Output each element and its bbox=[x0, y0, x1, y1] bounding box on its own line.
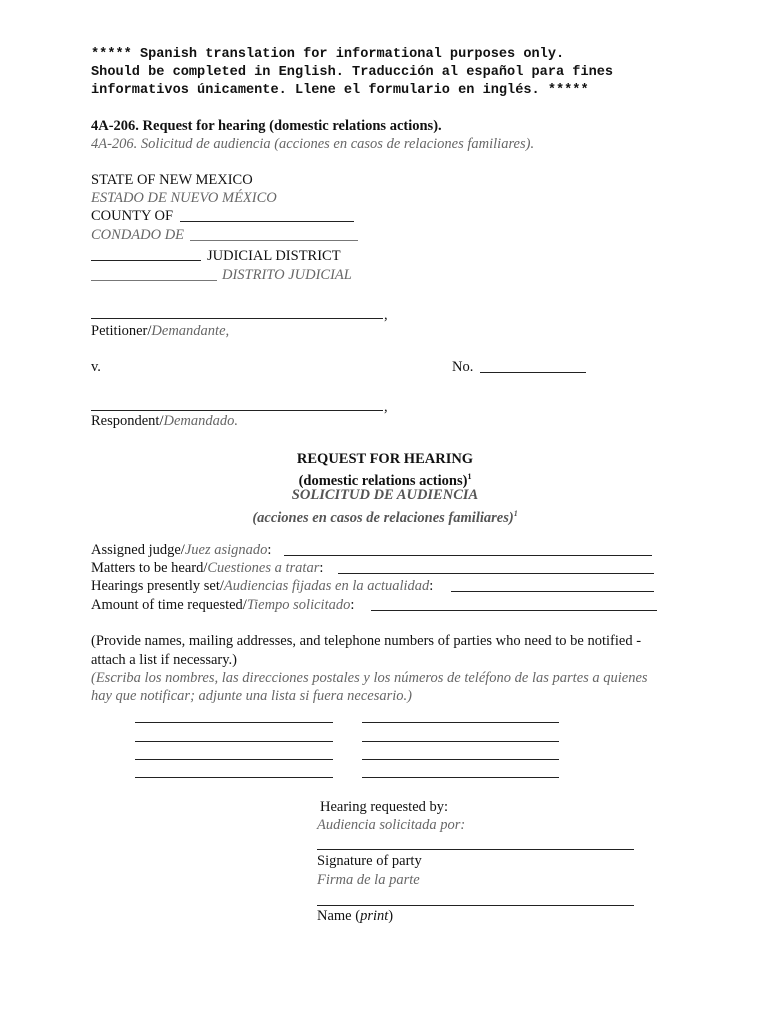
hearings-set-blank[interactable] bbox=[451, 591, 654, 592]
petitioner-comma: , bbox=[384, 307, 388, 323]
field-matters: Matters to be heard/Cuestiones a tratar: bbox=[91, 560, 324, 576]
county-blank[interactable] bbox=[180, 221, 354, 222]
party-blank-right-4[interactable] bbox=[362, 777, 559, 778]
petitioner-label bbox=[91, 322, 229, 340]
case-number-blank[interactable] bbox=[480, 372, 586, 373]
parties-instruction-en-1: (Provide names, mailing addresses, and telephone numbers of parties who need to be notified - bbox=[91, 633, 642, 649]
name-blank[interactable] bbox=[317, 905, 634, 906]
respondent-comma: , bbox=[384, 399, 388, 415]
field-assigned-judge: Assigned judge/Juez asignado: bbox=[91, 542, 272, 558]
notice-line-3: informativos únicamente. Llene el formulario en inglés. ***** bbox=[91, 83, 589, 98]
notice-line-1: ***** Spanish translation for informational purposes only. bbox=[91, 47, 565, 62]
parties-instruction-es-2: hay que notificar; adjunte una lista si fuera necesario.) bbox=[91, 688, 412, 704]
form-title-en: 4A-206. Request for hearing (domestic relations actions). bbox=[91, 118, 442, 134]
requested-by-label: Hearing requested by: bbox=[320, 799, 449, 815]
party-blank-left-2[interactable] bbox=[135, 741, 333, 742]
parties-instruction-es-1: (Escriba los nombres, las direcciones postales y los números de teléfono de las partes a quienes bbox=[91, 670, 648, 686]
petitioner-label-es: Demandante, bbox=[151, 323, 230, 339]
heading-subtitle-es: (acciones en casos de relaciones familiares)$^1$ bbox=[252, 509, 518, 526]
county-label-es: CONDADO DE bbox=[91, 227, 185, 243]
county-blank-es bbox=[190, 240, 358, 241]
parties-instruction-en-2: attach a list if necessary.) bbox=[91, 652, 238, 668]
signature-blank[interactable] bbox=[317, 849, 634, 850]
form-title-es: 4A-206. Solicitud de audiencia (acciones en casos de relaciones familiares). bbox=[91, 136, 535, 152]
petitioner-label-en: Petitioner/ bbox=[91, 323, 152, 339]
assigned-judge-blank[interactable] bbox=[284, 555, 652, 556]
heading-title-es: SOLICITUD DE AUDIENCIA bbox=[291, 487, 479, 503]
notice-line-2: Should be completed in English. Traducción al español para fines bbox=[91, 65, 614, 80]
signature-label-es: Firma de la parte bbox=[317, 872, 420, 888]
petitioner-blank[interactable] bbox=[91, 318, 383, 319]
district-label-es: DISTRITO JUDICIAL bbox=[222, 267, 352, 283]
matters-blank[interactable] bbox=[338, 573, 654, 574]
state-label: STATE OF NEW MEXICO bbox=[91, 172, 253, 188]
footnote-mark: 1 bbox=[467, 472, 472, 481]
party-blank-right-1[interactable] bbox=[362, 722, 559, 723]
respondent-label bbox=[91, 412, 238, 430]
state-label-es: ESTADO DE NUEVO MÉXICO bbox=[91, 190, 277, 206]
county-label: COUNTY OF bbox=[91, 208, 174, 224]
heading-title-en: REQUEST FOR HEARING bbox=[296, 451, 474, 467]
signature-label: Signature of party bbox=[317, 853, 422, 869]
party-blank-left-4[interactable] bbox=[135, 777, 333, 778]
footnote-mark-es: 1 bbox=[513, 509, 518, 518]
party-blank-right-3[interactable] bbox=[362, 759, 559, 760]
district-blank[interactable] bbox=[91, 260, 201, 261]
respondent-blank[interactable] bbox=[91, 410, 383, 411]
respondent-label-es: Demandado. bbox=[163, 413, 239, 429]
heading-subtitle-en: (domestic relations actions)$^1$ bbox=[298, 472, 472, 489]
party-blank-left-3[interactable] bbox=[135, 759, 333, 760]
case-number-label: No. bbox=[452, 359, 474, 375]
respondent-label-en: Respondent/ bbox=[91, 413, 164, 429]
field-time-requested: Amount of time requested/Tiempo solicitado: bbox=[91, 597, 355, 613]
versus-label: v. bbox=[91, 359, 101, 375]
district-blank-es bbox=[91, 280, 217, 281]
district-label: JUDICIAL DISTRICT bbox=[207, 248, 341, 264]
name-label: Name (print) bbox=[317, 908, 394, 924]
party-blank-right-2[interactable] bbox=[362, 741, 559, 742]
field-hearings-set: Hearings presently set/Audiencias fijadas en la actualidad: bbox=[91, 578, 434, 594]
party-blank-left-1[interactable] bbox=[135, 722, 333, 723]
requested-by-label-es: Audiencia solicitada por: bbox=[317, 817, 466, 833]
time-requested-blank[interactable] bbox=[371, 610, 657, 611]
